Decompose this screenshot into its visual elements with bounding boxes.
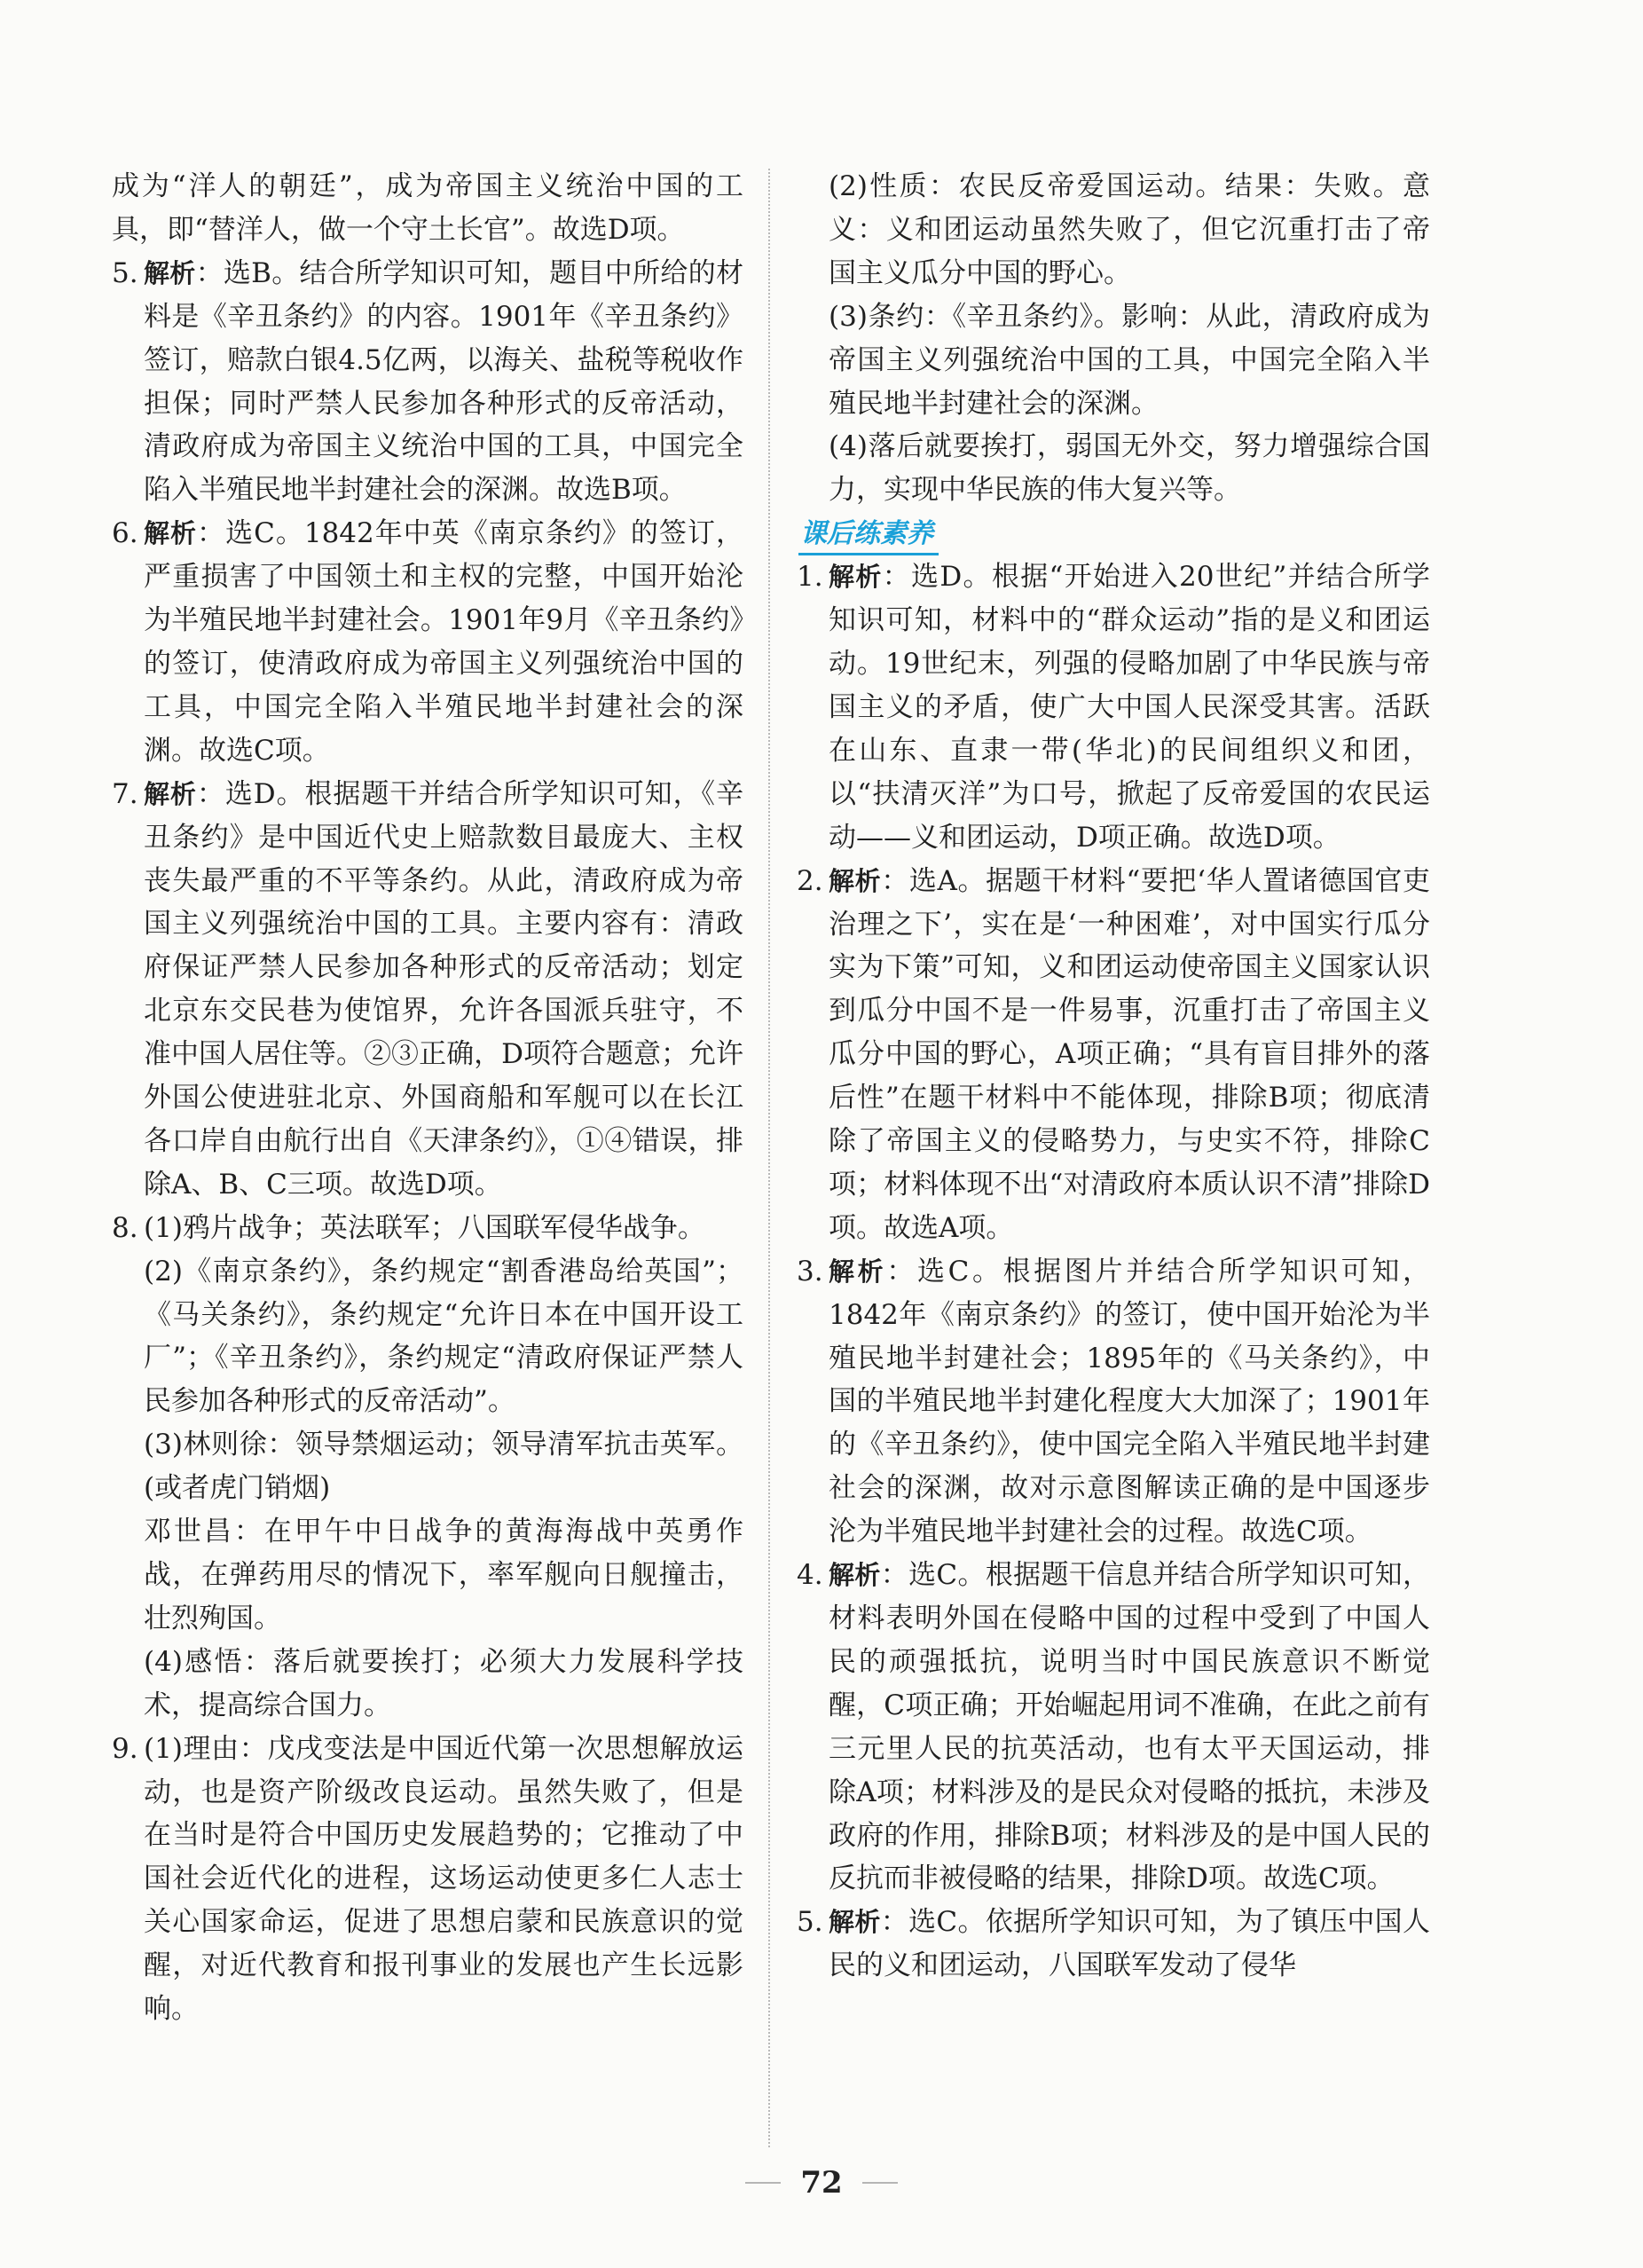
item-number: 5 .: [112, 252, 138, 295]
answer-text: 选A。据题干材料“要把‘华人置诸德国官吏治理之下’，实在是‘一种困难’，对中国实行瓜分实为下策”可知，义和团运动使帝国主义国家认识到瓜分中国不是一件易事，沉重打击了帝国主义瓜分中国的野心，A项正确；“具有盲目排外的落后性”在题干材料中不能体现，排除B项；彻底清除了帝国主义的侵略势力，与史实不符，排除C项；材料体现不出“对清政府本质认识不清”排除D项。故选A项。: [829, 864, 1430, 1244]
answer-line: 邓世昌：在甲午中日战争的黄海海战中英勇作战，在弹药用尽的情况下，率军舰向日舰撞击，壮烈殉国。: [144, 1516, 743, 1634]
item-number: 1 .: [797, 555, 823, 599]
analysis-label: 解析: [144, 778, 197, 809]
analysis-label: 解析: [829, 1560, 881, 1591]
practice-item-3: 3 . 解析：选C。根据图片并结合所学知识可知，1842年《南京条约》的签订，使中国开始沦为半殖民地半封建社会；1895年的《马关条约》，中国的半殖民地半封建化程度大大加深了；1901年的《辛丑条约》，使中国完全陷入半殖民地半封建社会的深渊，故对示意图解读正确的是中国逐步沦为半殖民地半封建社会的过程。故选C项。: [797, 1250, 1430, 1554]
page-footer: [0, 2165, 1643, 2201]
answer-line: (1)鸦片战争；英法联军；八国联军侵华战争。: [144, 1211, 705, 1244]
item-number: 3 .: [797, 1250, 823, 1294]
answer-line: (4)感悟：落后就要挨打；必须大力发展科学技术，提高综合国力。: [144, 1645, 743, 1721]
answer-text: (1)理由：戊戌变法是中国近代第一次思想解放运动，也是资产阶级改良运动。虽然失败了，但是在当时是符合中国历史发展趋势的；它推动了中国社会近代化的进程，这场运动使更多仁人志士关心国家命运，促进了思想启蒙和民族意识的觉醒，对近代教育和报刊事业的发展也产生长远影响。: [144, 1732, 743, 2026]
item-number: 4 .: [797, 1554, 823, 1597]
answer-text: 选D。根据“开始进入20世纪”并结合所学知识可知，材料中的“群众运动”指的是义和团运动。19世纪末，列强的侵略加剧了中华民族与帝国主义的矛盾，使广大中国人民深受其害。活跃在山东、直隶一带(华北)的民间组织义和团，以“扶清灭洋”为口号，掀起了反帝爱国的农民运动——义和团运动，D项正确。故选D项。: [829, 561, 1430, 854]
analysis-label: 解析: [829, 1907, 881, 1938]
continuation-line: (4)落后就要挨打，弱国无外交，努力增强综合国力，实现中华民族的伟大复兴等。: [829, 430, 1430, 507]
footer-rule-left: [745, 2182, 781, 2184]
practice-item-1: 1 . 解析：选D。根据“开始进入20世纪”并结合所学知识可知，材料中的“群众运动”指的是义和团运动。19世纪末，列强的侵略加剧了中华民族与帝国主义的矛盾，使广大中国人民深受其害。活跃在山东、直隶一带(华北)的民间组织义和团，以“扶清灭洋”为口号，掀起了反帝爱国的农民运动——义和团运动，D项正确。故选D项。: [797, 555, 1430, 859]
practice-item-2: 2 . 解析：选A。据题干材料“要把‘华人置诸德国官吏治理之下’，实在是‘一种困难’，对中国实行瓜分实为下策”可知，义和团运动使帝国主义国家认识到瓜分中国不是一件易事，沉重打击了帝国主义瓜分中国的野心，A项正确；“具有盲目排外的落后性”在题干材料中不能体现，排除B项；彻底清除了帝国主义的侵略势力，与史实不符，排除C项；材料体现不出“对清政府本质认识不清”排除D项。故选A项。: [797, 860, 1430, 1250]
answer-item-6: 6 . 解析：选C。1842年中英《南京条约》的签订，严重损害了中国领土和主权的完整，中国开始沦为半殖民地半封建社会。1901年9月《辛丑条约》的签订，使清政府成为帝国主义列强统治中国的工具，中国完全陷入半殖民地半封建社会的深渊。故选C项。: [112, 512, 743, 772]
column-divider: [768, 169, 770, 2147]
answer-item-7: 7 . 解析：选D。根据题干并结合所学知识可知，《辛丑条约》是中国近代史上赔款数目最庞大、主权丧失最严重的不平等条约。从此，清政府成为帝国主义列强统治中国的工具。主要内容有：清政府保证严禁人民参加各种形式的反帝活动；划定北京东交民巷为使馆界，允许各国派兵驻守，不准中国人居住等。②③正确，D项符合题意；允许外国公使进驻北京、外国商船和军舰可以在长江各口岸自由航行出自《天津条约》，①④错误，排除A、B、C三项。故选D项。: [112, 773, 743, 1207]
page-number: 72: [800, 2165, 843, 2201]
analysis-label: 解析: [144, 257, 196, 288]
section-heading: [797, 512, 1430, 555]
answer-item-9: [112, 1728, 743, 2031]
continuation-line: (3)条约：《辛丑条约》。影响：从此，清政府成为帝国主义列强统治中国的工具，中国完全陷入半殖民地半封建社会的深渊。: [829, 300, 1430, 420]
analysis-label: 解析: [144, 518, 198, 549]
right-column: [797, 165, 1430, 1988]
answer-text: 选C。根据题干信息并结合所学知识可知，材料表明外国在侵略中国的过程中受到了中国人民的顽强抵抗，说明当时中国民族意识不断觉醒，C项正确；开始崛起用词不准确，在此之前有三元里人民的抗英活动，也有太平天国运动，排除A项；材料涉及的是民众对侵略的抵抗，未涉及政府的作用，排除B项；材料涉及的是中国人民的反抗而非被侵略的结果，排除D项。故选C项。: [829, 1559, 1431, 1895]
continuation-line: (2)性质：农民反帝爱国运动。结果：失败。意义：义和团运动虽然失败了，但它沉重打击了帝国主义瓜分中国的野心。: [829, 170, 1430, 289]
footer-rule-right: [862, 2182, 898, 2184]
item-number: 9 .: [112, 1728, 138, 1771]
left-column: [112, 165, 743, 2031]
answer-text: 选C。1842年中英《南京条约》的签订，严重损害了中国领土和主权的完整，中国开始沦为半殖民地半封建社会。1901年9月《辛丑条约》的签订，使清政府成为帝国主义列强统治中国的工具，中国完全陷入半殖民地半封建社会的深渊。故选C项。: [144, 517, 743, 767]
item-number: 8 .: [112, 1207, 138, 1250]
section-title: 课后练素养: [798, 516, 939, 555]
analysis-label: 解析: [829, 1256, 887, 1287]
item-number: 5 .: [797, 1901, 823, 1944]
item-number: 6 .: [112, 512, 138, 555]
practice-item-5: 5 . 解析：选C。依据所学知识可知，为了镇压中国人民的义和团运动，八国联军发动了侵华: [797, 1901, 1430, 1988]
answer-text: 选C。依据所学知识可知，为了镇压中国人民的义和团运动，八国联军发动了侵华: [829, 1906, 1431, 1982]
analysis-label: 解析: [829, 562, 883, 593]
answer-text: 选C。根据图片并结合所学知识可知，1842年《南京条约》的签订，使中国开始沦为半殖民地半封建社会；1895年的《马关条约》，中国的半殖民地半封建化程度大大加深了；1901年的《辛丑条约》，使中国完全陷入半殖民地半封建社会的深渊，故对示意图解读正确的是中国逐步沦为半殖民地半封建社会的过程。故选C项。: [829, 1255, 1430, 1548]
answer-text: 选D。根据题干并结合所学知识可知，《辛丑条约》是中国近代史上赔款数目最庞大、主权丧失最严重的不平等条约。从此，清政府成为帝国主义列强统治中国的工具。主要内容有：清政府保证严禁人民参加各种形式的反帝活动；划定北京东交民巷为使馆界，允许各国派兵驻守，不准中国人居住等。②③正确，D项符合题意；允许外国公使进驻北京、外国商船和军舰可以在长江各口岸自由航行出自《天津条约》，①④错误，排除A、B、C三项。故选D项。: [144, 777, 743, 1201]
item-number: 2 .: [797, 860, 823, 903]
answer-text: 选B。结合所学知识可知，题目中所给的材料是《辛丑条约》的内容。1901年《辛丑条约》签订，赔款白银4.5亿两，以海关、盐税等税收作担保；同时严禁人民参加各种形式的反帝活动，清政府成为帝国主义统治中国的工具，中国完全陷入半殖民地半封建社会的深渊。故选B项。: [144, 256, 743, 507]
answer-line: (2)《南京条约》，条约规定“割香港岛给英国”；《马关条约》，条约规定“允许日本在中国开设工厂”；《辛丑条约》，条约规定“清政府保证严禁人民参加各种形式的反帝活动”。: [144, 1255, 743, 1418]
analysis-label: 解析: [829, 865, 882, 896]
item-number: 7 .: [112, 773, 138, 816]
answer-line: (3)林则徐：领导禁烟运动；领导清军抗击英军。(或者虎门销烟): [144, 1429, 743, 1505]
answer-item-5: 5 . 解析：选B。结合所学知识可知，题目中所给的材料是《辛丑条约》的内容。1901年《辛丑条约》签订，赔款白银4.5亿两，以海关、盐税等税收作担保；同时严禁人民参加各种形式的反帝活动，清政府成为帝国主义统治中国的工具，中国完全陷入半殖民地半封建社会的深渊。故选B项。: [112, 252, 743, 512]
answer-item-8: [112, 1207, 743, 1728]
practice-item-4: 4 . 解析：选C。根据题干信息并结合所学知识可知，材料表明外国在侵略中国的过程中受到了中国人民的顽强抵抗，说明当时中国民族意识不断觉醒，C项正确；开始崛起用词不准确，在此之前有三元里人民的抗英活动，也有太平天国运动，排除A项；材料涉及的是民众对侵略的抵抗，未涉及政府的作用，排除B项；材料涉及的是中国人民的反抗而非被侵略的结果，排除D项。故选C项。: [797, 1554, 1430, 1901]
continuation-text: 成为“洋人的朝廷”，成为帝国主义统治中国的工具，即“替洋人，做一个守土长官”。故选D项。: [112, 170, 743, 246]
